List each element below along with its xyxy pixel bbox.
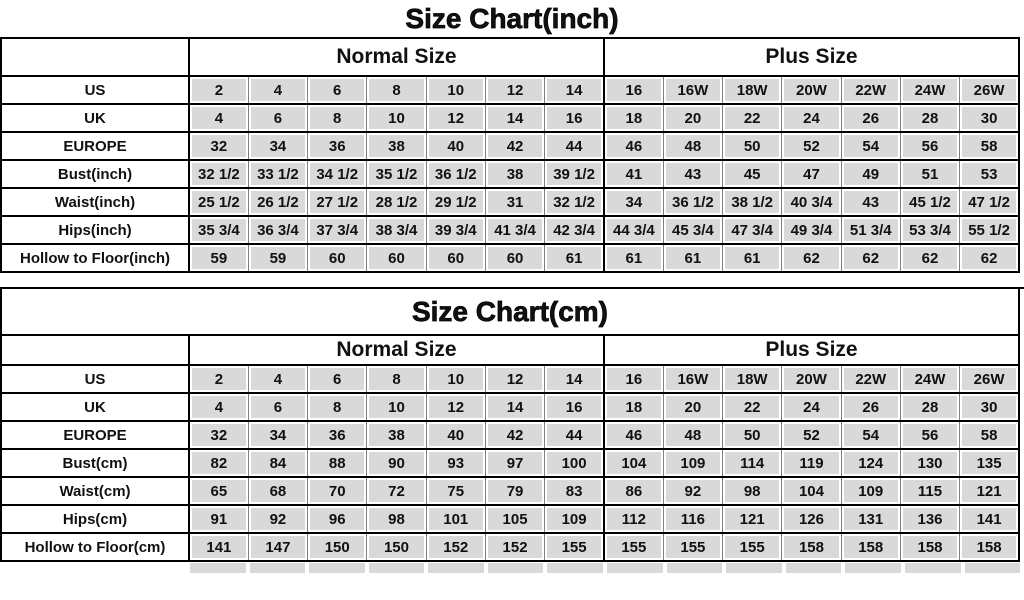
size-cell: 30 [960, 393, 1019, 421]
size-cell: 29 1/2 [426, 188, 485, 216]
size-cell: 20W [782, 76, 841, 104]
size-cell: 26W [960, 365, 1019, 393]
size-cell: 98 [367, 505, 426, 533]
size-cell: 61 [604, 244, 663, 272]
size-cell: 62 [782, 244, 841, 272]
size-cell: 14 [545, 365, 604, 393]
size-cell: 36 [308, 421, 367, 449]
group-header-plus-size: Plus Size [604, 38, 1019, 76]
cropped-cell-sliver [786, 563, 842, 573]
size-cell: 92 [248, 505, 307, 533]
cropped-cell-sliver [845, 563, 901, 573]
size-cell: 35 3/4 [189, 216, 248, 244]
size-cell: 14 [485, 104, 544, 132]
size-cell: 158 [960, 533, 1019, 561]
size-cell: 83 [545, 477, 604, 505]
size-cell: 42 [485, 132, 544, 160]
size-chart-cm-title: Size Chart(cm) [0, 289, 1020, 334]
size-cell: 48 [663, 132, 722, 160]
size-cell: 8 [308, 393, 367, 421]
size-cell: 6 [308, 365, 367, 393]
size-cell: 101 [426, 505, 485, 533]
size-cell: 14 [485, 393, 544, 421]
size-cell: 46 [604, 421, 663, 449]
size-cell: 47 1/2 [960, 188, 1019, 216]
size-cell: 33 1/2 [248, 160, 307, 188]
size-cell: 49 [841, 160, 900, 188]
size-cell: 18W [723, 365, 782, 393]
size-cell: 37 3/4 [308, 216, 367, 244]
size-cell: 152 [426, 533, 485, 561]
size-cell: 43 [841, 188, 900, 216]
size-cell: 39 3/4 [426, 216, 485, 244]
size-cell: 62 [900, 244, 959, 272]
size-cell: 100 [545, 449, 604, 477]
size-cell: 62 [841, 244, 900, 272]
cropped-cell-sliver [547, 563, 603, 573]
size-cell: 60 [485, 244, 544, 272]
size-cell: 158 [900, 533, 959, 561]
size-cell: 61 [723, 244, 782, 272]
size-cell: 104 [604, 449, 663, 477]
size-cell: 58 [960, 421, 1019, 449]
size-cell: 16 [545, 104, 604, 132]
size-cell: 44 [545, 421, 604, 449]
size-cell: 51 [900, 160, 959, 188]
size-cell: 10 [426, 365, 485, 393]
size-cell: 24W [900, 365, 959, 393]
size-cell: 38 3/4 [367, 216, 426, 244]
size-chart-inch-title: Size Chart(inch) [405, 2, 619, 34]
size-cell: 31 [485, 188, 544, 216]
size-cell: 42 [485, 421, 544, 449]
size-cell: 53 [960, 160, 1019, 188]
size-cell: 121 [960, 477, 1019, 505]
size-cell: 28 [900, 104, 959, 132]
size-cell: 50 [723, 421, 782, 449]
row-label: UK [1, 393, 189, 421]
size-cell: 75 [426, 477, 485, 505]
size-cell: 60 [367, 244, 426, 272]
cropped-cell-sliver [309, 563, 365, 573]
size-cell: 116 [663, 505, 722, 533]
size-cell: 92 [663, 477, 722, 505]
size-cell: 91 [189, 505, 248, 533]
corner-cell [1, 38, 189, 76]
size-cell: 26W [960, 76, 1019, 104]
size-cell: 49 3/4 [782, 216, 841, 244]
group-header-normal-size: Normal Size [189, 335, 604, 365]
cropped-cell-sliver [369, 563, 425, 573]
size-cell: 68 [248, 477, 307, 505]
size-cell: 58 [960, 132, 1019, 160]
size-cell: 8 [367, 365, 426, 393]
row-label: US [1, 76, 189, 104]
size-cell: 47 [782, 160, 841, 188]
size-cell: 104 [782, 477, 841, 505]
size-cell: 24W [900, 76, 959, 104]
size-cell: 114 [723, 449, 782, 477]
row-label: Hips(cm) [1, 505, 189, 533]
size-cell: 40 [426, 421, 485, 449]
group-header-normal-size: Normal Size [189, 38, 604, 76]
size-chart-cm-table [0, 334, 1020, 562]
size-cell: 109 [663, 449, 722, 477]
size-cell: 39 1/2 [545, 160, 604, 188]
size-cell: 155 [604, 533, 663, 561]
size-cell: 4 [248, 76, 307, 104]
size-cell: 6 [248, 393, 307, 421]
size-cell: 34 [604, 188, 663, 216]
size-cell: 38 [485, 160, 544, 188]
size-cell: 36 3/4 [248, 216, 307, 244]
size-cell: 126 [782, 505, 841, 533]
cropped-cell-sliver [965, 563, 1021, 573]
size-cell: 38 [367, 132, 426, 160]
size-cell: 4 [189, 393, 248, 421]
size-cell: 109 [545, 505, 604, 533]
size-cell: 25 1/2 [189, 188, 248, 216]
size-chart-inch-table [0, 37, 1020, 273]
size-cell: 96 [308, 505, 367, 533]
size-cell: 41 3/4 [485, 216, 544, 244]
size-cell: 60 [308, 244, 367, 272]
size-cell: 34 1/2 [308, 160, 367, 188]
size-cell: 56 [900, 421, 959, 449]
size-cell: 20 [663, 393, 722, 421]
size-cell: 18 [604, 104, 663, 132]
size-cell: 22 [723, 393, 782, 421]
size-cell: 28 1/2 [367, 188, 426, 216]
cropped-cell-sliver [190, 563, 246, 573]
cropped-cell-sliver [667, 563, 723, 573]
size-cell: 119 [782, 449, 841, 477]
size-cell: 155 [663, 533, 722, 561]
size-cell: 16 [545, 393, 604, 421]
size-cell: 50 [723, 132, 782, 160]
size-cell: 10 [367, 393, 426, 421]
row-label: EUROPE [1, 132, 189, 160]
cropped-cell-sliver [250, 563, 306, 573]
row-label: Waist(inch) [1, 188, 189, 216]
size-cell: 141 [189, 533, 248, 561]
size-cell: 53 3/4 [900, 216, 959, 244]
size-cell: 105 [485, 505, 544, 533]
size-cell: 12 [485, 365, 544, 393]
row-label: US [1, 365, 189, 393]
cropped-next-row-strip [190, 563, 1020, 573]
size-cell: 2 [189, 76, 248, 104]
size-cell: 27 1/2 [308, 188, 367, 216]
size-cell: 14 [545, 76, 604, 104]
size-cell: 150 [367, 533, 426, 561]
section-divider-gap [0, 273, 1024, 287]
cropped-cell-sliver [905, 563, 961, 573]
size-cell: 115 [900, 477, 959, 505]
row-label: Hollow to Floor(inch) [1, 244, 189, 272]
size-cell: 70 [308, 477, 367, 505]
size-cell: 42 3/4 [545, 216, 604, 244]
size-cell: 34 [248, 421, 307, 449]
size-cell: 36 1/2 [426, 160, 485, 188]
size-cell: 130 [900, 449, 959, 477]
size-cell: 20 [663, 104, 722, 132]
size-cell: 48 [663, 421, 722, 449]
size-cell: 28 [900, 393, 959, 421]
cropped-cell-sliver [726, 563, 782, 573]
size-cell: 59 [248, 244, 307, 272]
size-cell: 32 1/2 [189, 160, 248, 188]
size-cell: 136 [900, 505, 959, 533]
size-cell: 52 [782, 421, 841, 449]
size-cell: 79 [485, 477, 544, 505]
size-cell: 60 [426, 244, 485, 272]
size-cell: 65 [189, 477, 248, 505]
size-cell: 8 [308, 104, 367, 132]
size-cell: 16 [604, 76, 663, 104]
size-cell: 22W [841, 365, 900, 393]
size-cell: 2 [189, 365, 248, 393]
size-cell: 124 [841, 449, 900, 477]
size-cell: 18W [723, 76, 782, 104]
size-cell: 4 [189, 104, 248, 132]
size-cell: 46 [604, 132, 663, 160]
size-cell: 86 [604, 477, 663, 505]
size-cell: 158 [782, 533, 841, 561]
size-cell: 155 [545, 533, 604, 561]
size-cell: 38 1/2 [723, 188, 782, 216]
size-cell: 16 [604, 365, 663, 393]
size-cell: 24 [782, 104, 841, 132]
cropped-cell-sliver [488, 563, 544, 573]
size-cell: 10 [426, 76, 485, 104]
size-cell: 47 3/4 [723, 216, 782, 244]
size-cell: 32 [189, 132, 248, 160]
size-cell: 59 [189, 244, 248, 272]
corner-cell [1, 335, 189, 365]
size-cell: 93 [426, 449, 485, 477]
size-cell: 150 [308, 533, 367, 561]
size-cell: 16W [663, 76, 722, 104]
size-cell: 6 [308, 76, 367, 104]
size-chart-inch-section [0, 0, 1024, 273]
cropped-cell-sliver [607, 563, 663, 573]
size-cell: 44 3/4 [604, 216, 663, 244]
size-cell: 40 3/4 [782, 188, 841, 216]
size-cell: 52 [782, 132, 841, 160]
size-cell: 32 1/2 [545, 188, 604, 216]
size-cell: 45 [723, 160, 782, 188]
size-cell: 16W [663, 365, 722, 393]
size-cell: 38 [367, 421, 426, 449]
size-cell: 61 [663, 244, 722, 272]
row-label: Hips(inch) [1, 216, 189, 244]
cropped-cell-sliver [428, 563, 484, 573]
size-cell: 141 [960, 505, 1019, 533]
size-cell: 88 [308, 449, 367, 477]
size-cell: 135 [960, 449, 1019, 477]
size-cell: 10 [367, 104, 426, 132]
size-cell: 44 [545, 132, 604, 160]
size-cell: 62 [960, 244, 1019, 272]
size-cell: 54 [841, 421, 900, 449]
size-cell: 131 [841, 505, 900, 533]
size-cell: 24 [782, 393, 841, 421]
size-cell: 34 [248, 132, 307, 160]
size-cell: 72 [367, 477, 426, 505]
size-cell: 4 [248, 365, 307, 393]
size-cell: 30 [960, 104, 1019, 132]
size-cell: 45 1/2 [900, 188, 959, 216]
size-cell: 61 [545, 244, 604, 272]
size-cell: 12 [485, 76, 544, 104]
size-cell: 45 3/4 [663, 216, 722, 244]
size-cell: 36 [308, 132, 367, 160]
size-cell: 36 1/2 [663, 188, 722, 216]
size-cell: 41 [604, 160, 663, 188]
group-header-plus-size: Plus Size [604, 335, 1019, 365]
size-cell: 6 [248, 104, 307, 132]
size-cell: 56 [900, 132, 959, 160]
size-cell: 40 [426, 132, 485, 160]
size-cell: 12 [426, 393, 485, 421]
size-cell: 147 [248, 533, 307, 561]
size-cell: 84 [248, 449, 307, 477]
size-cell: 22W [841, 76, 900, 104]
size-cell: 90 [367, 449, 426, 477]
size-cell: 22 [723, 104, 782, 132]
size-cell: 26 [841, 104, 900, 132]
size-cell: 152 [485, 533, 544, 561]
size-cell: 18 [604, 393, 663, 421]
size-cell: 158 [841, 533, 900, 561]
size-cell: 112 [604, 505, 663, 533]
size-cell: 26 1/2 [248, 188, 307, 216]
size-cell: 12 [426, 104, 485, 132]
row-label: Bust(cm) [1, 449, 189, 477]
size-cell: 51 3/4 [841, 216, 900, 244]
size-cell: 43 [663, 160, 722, 188]
size-cell: 8 [367, 76, 426, 104]
size-cell: 109 [841, 477, 900, 505]
row-label: UK [1, 104, 189, 132]
size-cell: 20W [782, 365, 841, 393]
size-cell: 32 [189, 421, 248, 449]
size-cell: 55 1/2 [960, 216, 1019, 244]
size-cell: 155 [723, 533, 782, 561]
row-label: Hollow to Floor(cm) [1, 533, 189, 561]
row-label: Waist(cm) [1, 477, 189, 505]
row-label: EUROPE [1, 421, 189, 449]
size-cell: 82 [189, 449, 248, 477]
size-cell: 121 [723, 505, 782, 533]
row-label: Bust(inch) [1, 160, 189, 188]
size-cell: 97 [485, 449, 544, 477]
size-cell: 35 1/2 [367, 160, 426, 188]
size-chart-cm-section [0, 287, 1024, 562]
size-cell: 54 [841, 132, 900, 160]
size-cell: 26 [841, 393, 900, 421]
size-cell: 98 [723, 477, 782, 505]
